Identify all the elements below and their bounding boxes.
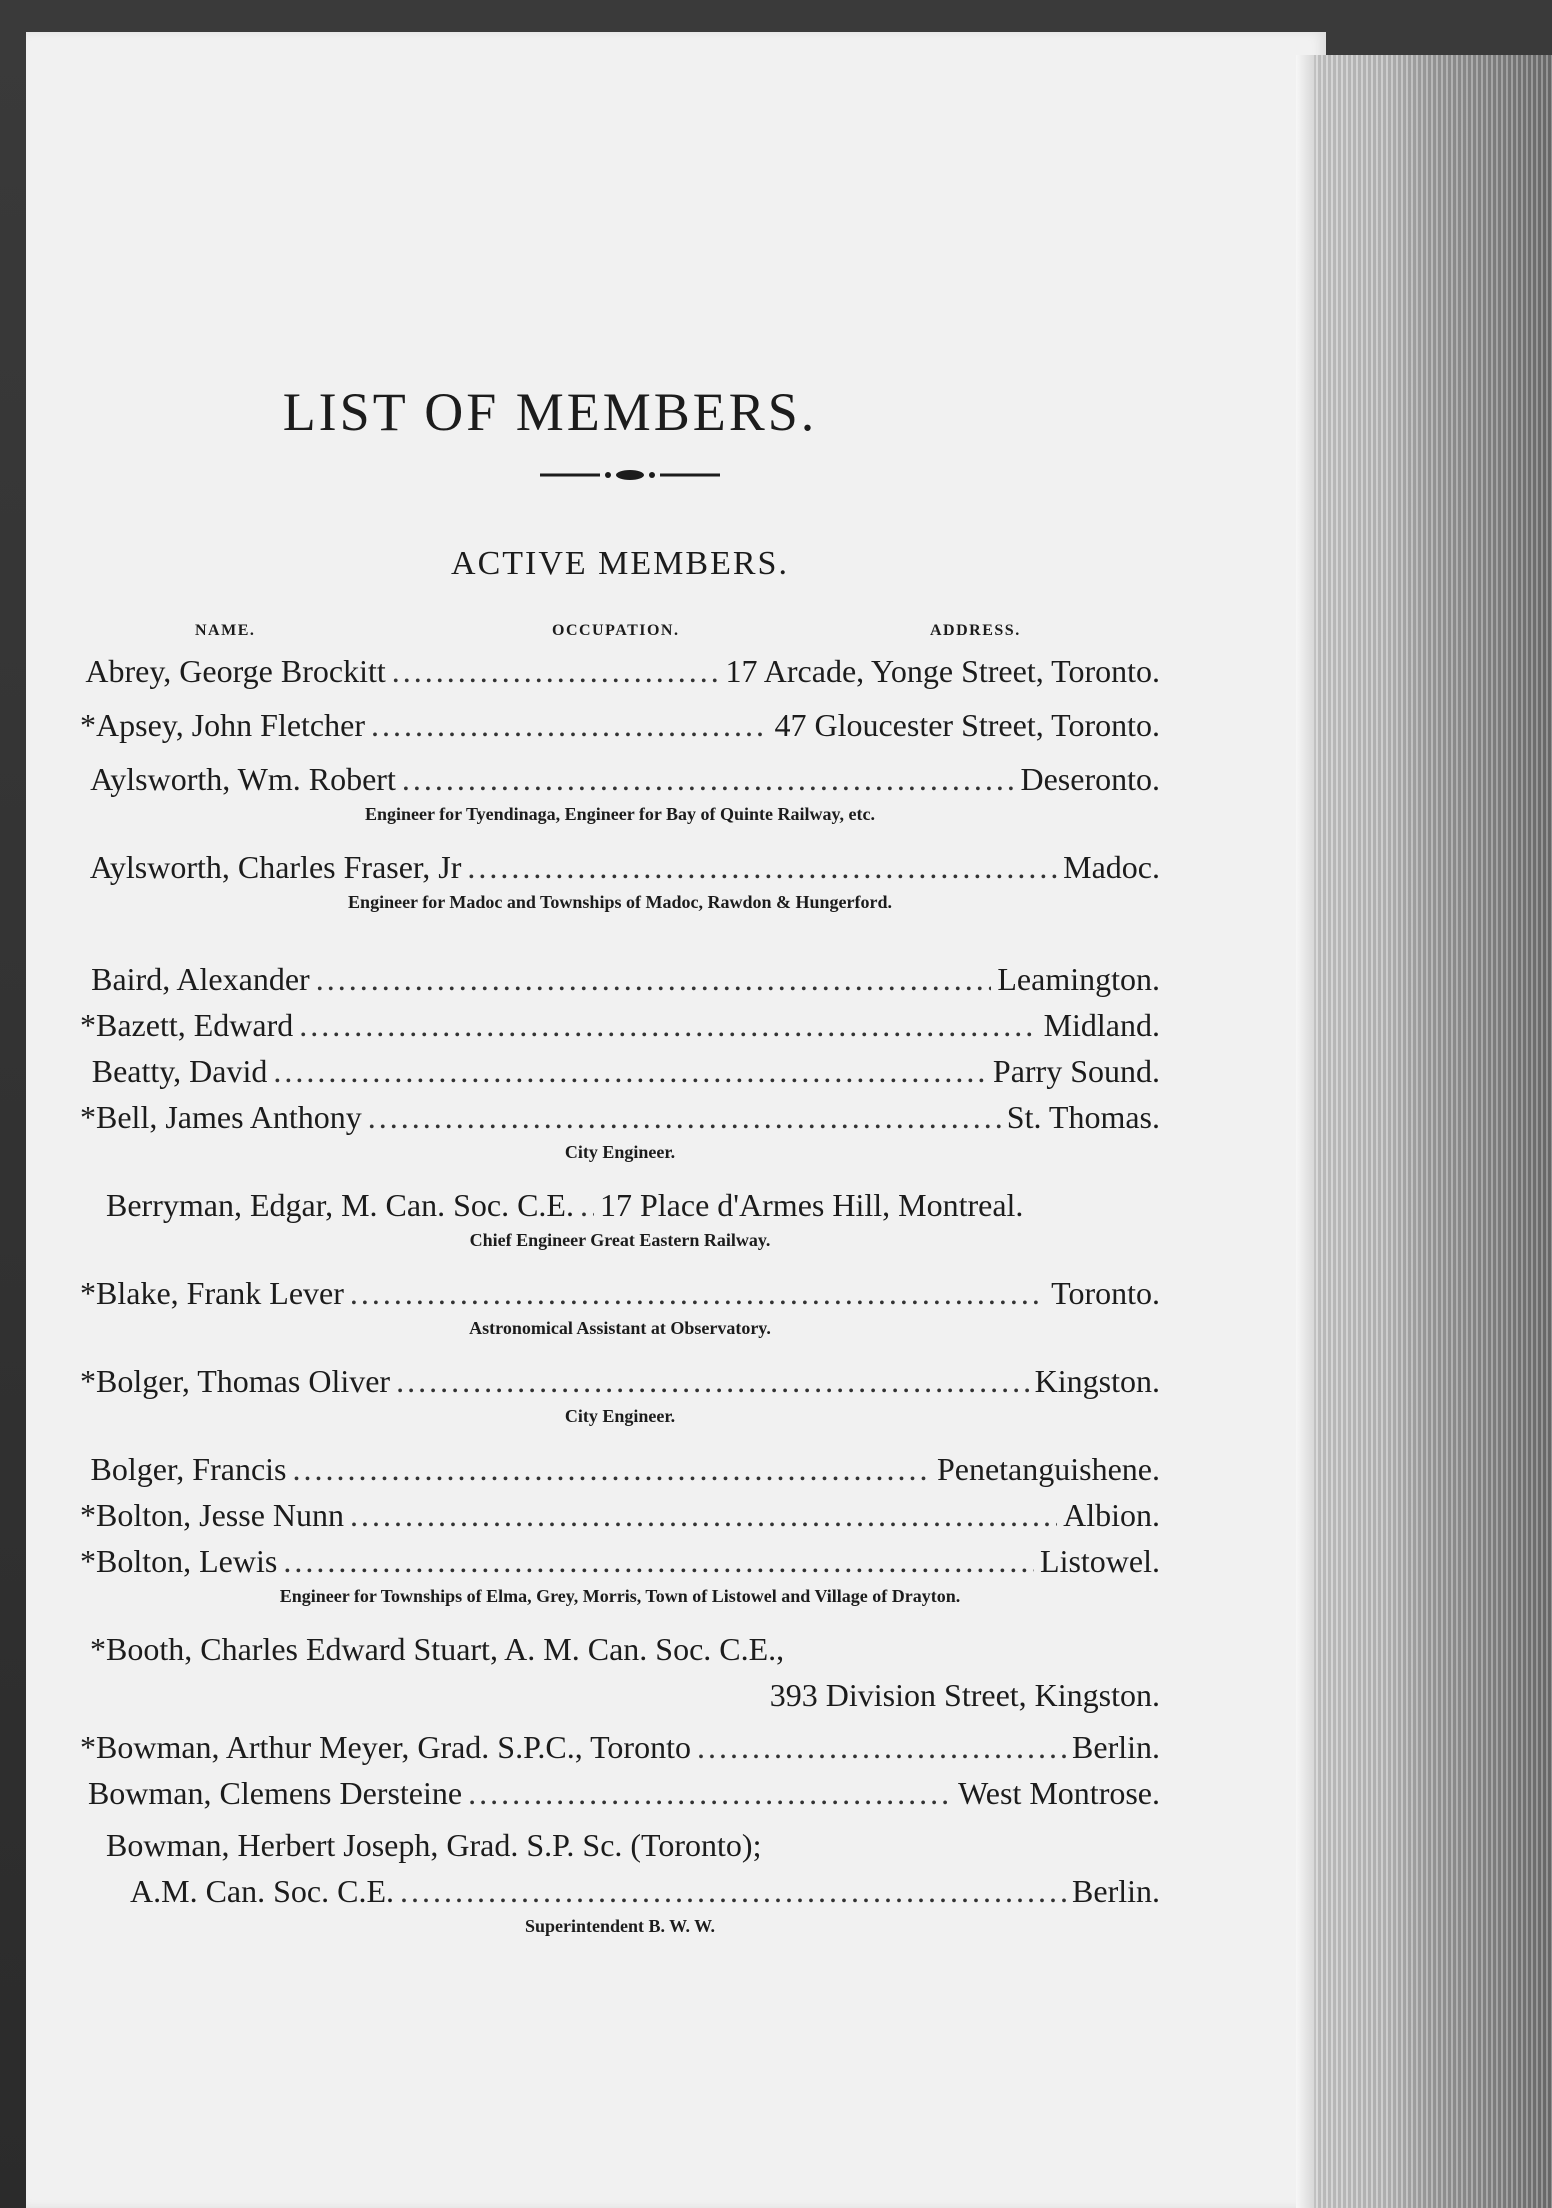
leader-dots <box>316 956 992 1002</box>
member-name: Bolger, Francis <box>90 1451 287 1487</box>
member-address: West Montrose. <box>958 1775 1160 1811</box>
member-marker: * <box>80 1543 96 1579</box>
leader-dots <box>371 702 768 748</box>
section-heading: ACTIVE MEMBERS. <box>451 545 789 582</box>
member-entry <box>80 844 1160 916</box>
member-note: Engineer for Tyendinaga, Engineer for Bay of Quinte Railway, etc. <box>364 804 875 824</box>
member-entry <box>80 1002 1160 1048</box>
member-name-continued: A.M. Can. Soc. C.E. <box>130 1873 394 1909</box>
member-entry <box>80 1538 1160 1610</box>
member-address: Albion. <box>1063 1497 1160 1533</box>
leader-dots <box>283 1538 1034 1584</box>
member-name: Blake, Frank Lever <box>96 1275 344 1311</box>
member-entry <box>80 1270 1160 1342</box>
page-stack-edge <box>1296 55 1552 2208</box>
member-entry <box>80 956 1160 1002</box>
member-address: Listowel. <box>1040 1543 1160 1579</box>
leader-dots <box>697 1724 1066 1770</box>
member-marker: * <box>80 1497 96 1533</box>
member-name: Apsey, John Fletcher <box>96 707 365 743</box>
member-entry <box>80 1048 1160 1094</box>
member-name: Beatty, David <box>91 1053 268 1089</box>
member-address: Berlin. <box>1072 1873 1160 1909</box>
column-header-occupation: OCCUPATION. <box>552 622 680 639</box>
member-address: Penetanguishene. <box>936 1451 1160 1487</box>
member-entry <box>80 1358 1160 1430</box>
member-address: Madoc. <box>1063 849 1160 885</box>
member-entry <box>80 1724 1160 1770</box>
column-headers <box>0 622 1300 646</box>
member-entry <box>80 1822 1160 1940</box>
member-name: Bowman, Arthur Meyer, Grad. S.P.C., Toronto <box>96 1729 691 1765</box>
member-address: 17 Arcade, Yonge Street, Toronto. <box>725 653 1160 689</box>
member-name: Bolton, Lewis <box>96 1543 278 1579</box>
member-note: Engineer for Madoc and Townships of Madoc, Rawdon & Hungerford. <box>348 892 892 912</box>
member-marker: * <box>80 1275 96 1311</box>
member-entry <box>80 756 1160 828</box>
leader-dots <box>396 1358 1029 1404</box>
member-address: Kingston. <box>1034 1363 1160 1399</box>
leader-dots <box>400 1868 1066 1914</box>
member-name: Baird, Alexander <box>91 961 310 997</box>
leader-dots <box>580 1182 594 1228</box>
member-name: Bell, James Anthony <box>96 1099 362 1135</box>
leader-dots <box>392 648 720 694</box>
member-note: Engineer for Townships of Elma, Grey, Morris, Town of Listowel and Village of Drayton. <box>279 1586 961 1606</box>
leader-dots <box>350 1492 1057 1538</box>
member-entry <box>80 1094 1160 1166</box>
member-address: Parry Sound. <box>992 1053 1160 1089</box>
member-name: Bowman, Clemens Dersteine <box>87 1775 463 1811</box>
member-name: Booth, Charles Edward Stuart, A. M. Can. Soc. C.E., <box>106 1631 785 1667</box>
member-note: Astronomical Assistant at Observatory. <box>469 1318 771 1338</box>
member-entry <box>80 1770 1160 1816</box>
member-marker: * <box>80 1007 96 1043</box>
member-marker: * <box>80 1729 96 1765</box>
page-title: LIST OF MEMBERS. <box>282 382 818 443</box>
member-entry <box>80 1182 1160 1254</box>
member-marker: * <box>80 1363 96 1399</box>
member-address: 17 Place d'Armes Hill, Montreal. <box>599 1187 1024 1223</box>
member-address: Deseronto. <box>1020 761 1160 797</box>
member-note: City Engineer. <box>564 1142 676 1162</box>
member-name: Bolger, Thomas Oliver <box>96 1363 391 1399</box>
column-header-name: NAME. <box>195 622 256 639</box>
member-address: Leamington. <box>997 961 1160 997</box>
page-gutter <box>1296 55 1314 2208</box>
member-entry <box>80 1492 1160 1538</box>
member-address: Toronto. <box>1051 1275 1160 1311</box>
member-name: Aylsworth, Wm. Robert <box>90 761 396 797</box>
leader-dots <box>299 1002 1037 1048</box>
leader-dots <box>350 1270 1045 1316</box>
leader-dots <box>368 1094 1001 1140</box>
member-marker: * <box>90 1631 106 1667</box>
member-name: Berryman, Edgar, M. Can. Soc. C.E. <box>106 1187 574 1223</box>
leader-dots <box>293 1446 931 1492</box>
member-note: City Engineer. <box>564 1406 676 1426</box>
member-note: Superintendent B. W. W. <box>524 1916 716 1936</box>
member-marker: * <box>80 707 96 743</box>
member-address: Berlin. <box>1072 1729 1160 1765</box>
member-name: Aylsworth, Charles Fraser, Jr <box>89 849 462 885</box>
member-entry <box>80 702 1160 748</box>
column-header-address: ADDRESS. <box>930 622 1021 639</box>
member-address: 393 Division Street, Kingston. <box>769 1677 1160 1713</box>
leader-dots <box>402 756 1015 802</box>
leader-dots <box>467 844 1057 890</box>
member-entry <box>80 648 1160 694</box>
member-name: Bazett, Edward <box>96 1007 294 1043</box>
member-name: Abrey, George Brockitt <box>85 653 386 689</box>
member-address: Midland. <box>1043 1007 1160 1043</box>
member-entry <box>80 1626 1160 1718</box>
member-marker: * <box>80 1099 96 1135</box>
member-name: Bolton, Jesse Nunn <box>96 1497 344 1533</box>
member-address: St. Thomas. <box>1006 1099 1160 1135</box>
member-list <box>80 648 1160 1956</box>
leader-dots <box>468 1770 952 1816</box>
member-note: Chief Engineer Great Eastern Railway. <box>469 1230 771 1250</box>
member-entry <box>80 1446 1160 1492</box>
divider-ornament <box>540 465 720 485</box>
leader-dots <box>273 1048 987 1094</box>
member-address: 47 Gloucester Street, Toronto. <box>774 707 1160 743</box>
member-name: Bowman, Herbert Joseph, Grad. S.P. Sc. (Toronto); <box>106 1827 762 1863</box>
